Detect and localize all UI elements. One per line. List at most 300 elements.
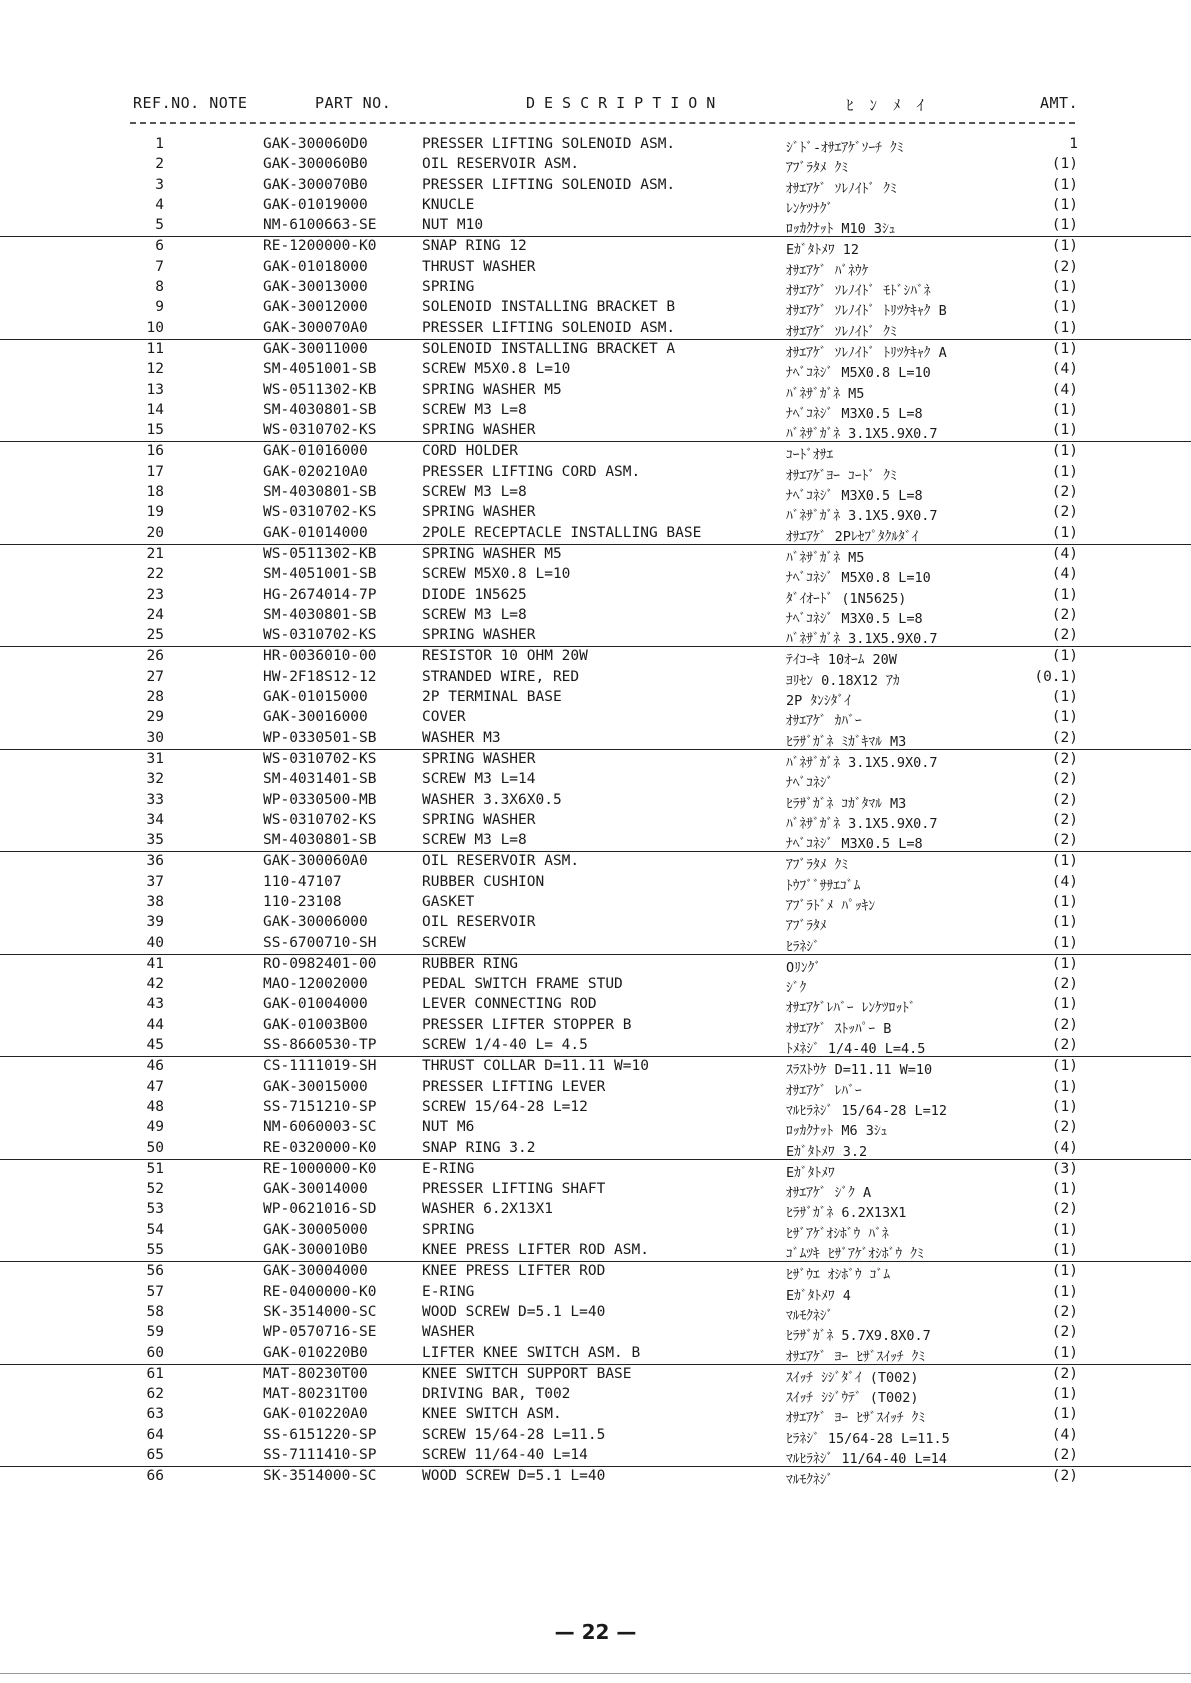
part-number: GAK-30016000 <box>263 709 368 726</box>
description: SPRING <box>422 1221 475 1238</box>
header-ref-note: REF.NO. NOTE <box>133 94 248 112</box>
description: STRANDED WIRE, RED <box>422 668 580 685</box>
part-number: GAK-01015000 <box>263 689 368 706</box>
hinmei: ﾅﾍﾞｺﾈｼﾞ <box>786 775 834 792</box>
amount: (1) <box>1051 586 1078 603</box>
table-row <box>0 463 1191 483</box>
description: SCREW M3 L=8 <box>422 832 527 849</box>
ref-number: 44 <box>146 1016 164 1033</box>
amount: (1) <box>1051 1344 1078 1361</box>
hinmei: ｵｻｴｱｹﾞ ｿﾚﾉｲﾄﾞ ﾓﾄﾞｼﾊﾞﾈ <box>786 283 931 300</box>
amount: (4) <box>1051 1139 1078 1156</box>
amount: (2) <box>1051 1201 1078 1218</box>
hinmei: ｼﾞﾄﾞ-ｵｻｴｱｹﾞｿｰﾁ ｸﾐ <box>786 140 904 156</box>
description: WASHER 3.3X6X0.5 <box>422 791 562 808</box>
amount: (1) <box>1051 1242 1078 1259</box>
ref-number: 46 <box>146 1058 164 1075</box>
ref-number: 66 <box>146 1468 164 1485</box>
part-number: GAK-300060D0 <box>263 136 368 152</box>
amount: (1) <box>1051 1263 1078 1280</box>
table-row <box>0 1303 1191 1323</box>
ref-number: 27 <box>146 668 164 685</box>
ref-number: 7 <box>155 258 164 275</box>
amount: (1) <box>1051 648 1078 665</box>
ref-number: 59 <box>146 1324 164 1341</box>
hinmei: ﾀﾞｲｵｰﾄﾞ (1N5625) <box>786 590 907 607</box>
description: KNEE SWITCH SUPPORT BASE <box>422 1365 632 1382</box>
part-number: WS-0310702-KS <box>263 811 377 828</box>
part-number: SM-4030801-SB <box>263 606 377 623</box>
ref-number: 13 <box>146 381 164 398</box>
header-description: DESCRIPTION <box>526 94 725 112</box>
part-number: SM-4030801-SB <box>263 832 377 849</box>
hinmei: ｵｻｴｱｹﾞ ﾊﾞﾈｳｹ <box>786 262 869 279</box>
table-row <box>0 340 1191 360</box>
hinmei: ｱﾌﾞﾗﾀﾒ <box>786 918 827 935</box>
ref-number: 6 <box>155 238 164 255</box>
table-row <box>0 1241 1191 1262</box>
hinmei: ﾏﾙﾋﾗﾈｼﾞ 15/64-28 L=12 <box>786 1102 948 1119</box>
amount: (2) <box>1051 791 1078 808</box>
hinmei: ﾊﾞﾈｻﾞｶﾞﾈ 3.1X5.9X0.7 <box>786 508 938 525</box>
description: SPRING <box>422 279 475 296</box>
description: SOLENOID INSTALLING BRACKET A <box>422 340 676 357</box>
table-row <box>0 647 1191 667</box>
hinmei: ﾅﾍﾞｺﾈｼﾞ M5X0.8 L=10 <box>786 570 931 587</box>
ref-number: 1 <box>155 136 164 152</box>
table-row <box>0 770 1191 790</box>
part-number: WS-0310702-KS <box>263 422 377 439</box>
hinmei: ﾋｻﾞｱｹﾞｵｼﾎﾞｳ ﾊﾞﾈ <box>786 1225 889 1242</box>
description: LIFTER KNEE SWITCH ASM. B <box>422 1344 641 1361</box>
ref-number: 31 <box>146 750 164 767</box>
amount: (4) <box>1051 361 1078 378</box>
amount: (2) <box>1051 811 1078 828</box>
header-hinmei: ﾋﾝﾒｲ <box>846 96 941 114</box>
amount: (1) <box>1051 319 1078 336</box>
part-number: GAK-30004000 <box>263 1263 368 1280</box>
part-number: HW-2F18S12-12 <box>263 668 377 685</box>
table-row <box>0 1385 1191 1405</box>
table-row <box>0 1098 1191 1118</box>
description: SPRING WASHER <box>422 422 536 439</box>
hinmei: ﾃｲｺｰｷ 10ｵｰﾑ 20W <box>786 652 897 669</box>
amount: (1) <box>1051 934 1078 951</box>
part-number: SM-4051001-SB <box>263 566 377 583</box>
hinmei: ﾋﾗｻﾞｶﾞﾈ ﾐｶﾞｷﾏﾙ M3 <box>786 733 907 750</box>
description: KNEE PRESS LIFTER ROD ASM. <box>422 1242 649 1259</box>
table-row <box>0 873 1191 893</box>
hinmei: ｵｻｴｱｹﾞ ﾖｰ ﾋｻﾞｽｲｯﾁ ｸﾐ <box>786 1410 926 1427</box>
table-row <box>0 811 1191 831</box>
part-number: WS-0310702-KS <box>263 504 377 521</box>
ref-number: 63 <box>146 1406 164 1423</box>
part-number: RE-1000000-K0 <box>263 1160 377 1177</box>
part-number: WS-0511302-KB <box>263 381 377 398</box>
ref-number: 23 <box>146 586 164 603</box>
description: WOOD SCREW D=5.1 L=40 <box>422 1303 606 1320</box>
description: WASHER M3 <box>422 729 501 746</box>
amount: (2) <box>1051 1468 1078 1485</box>
description: PRESSER LIFTING SOLENOID ASM. <box>422 136 676 152</box>
header-amount: AMT. <box>1040 94 1079 112</box>
part-number: GAK-300060B0 <box>263 156 368 173</box>
part-number: SS-7151210-SP <box>263 1098 377 1115</box>
part-number: GAK-01014000 <box>263 524 368 541</box>
hinmei: ﾋﾗｻﾞｶﾞﾈ 5.7X9.8X0.7 <box>786 1328 931 1345</box>
amount: (4) <box>1051 566 1078 583</box>
description: WASHER <box>422 1324 475 1341</box>
amount: (2) <box>1051 832 1078 849</box>
page-number: — 22 — <box>554 1620 637 1644</box>
amount: (1) <box>1051 1406 1078 1423</box>
amount: (2) <box>1051 1447 1078 1463</box>
description: DRIVING BAR, T002 <box>422 1386 571 1403</box>
hinmei: ｺｰﾄﾞｵｻｴ <box>786 447 834 464</box>
description: OIL RESERVOIR ASM. <box>422 853 580 870</box>
hinmei: ﾋﾗｻﾞｶﾞﾈ 6.2X13X1 <box>786 1205 907 1222</box>
amount: (1) <box>1051 156 1078 173</box>
description: SPRING WASHER <box>422 811 536 828</box>
part-number: SS-7111410-SP <box>263 1447 377 1463</box>
description: RUBBER RING <box>422 955 519 972</box>
ref-number: 22 <box>146 566 164 583</box>
amount: (2) <box>1051 1119 1078 1136</box>
table-row <box>0 1057 1191 1077</box>
table-row <box>0 483 1191 503</box>
amount: (2) <box>1051 1324 1078 1341</box>
ref-number: 10 <box>146 319 164 336</box>
description: SPRING WASHER <box>422 627 536 644</box>
ref-number: 52 <box>146 1181 164 1198</box>
table-row <box>0 1036 1191 1057</box>
table-row <box>0 708 1191 728</box>
ref-number: 16 <box>146 443 164 460</box>
hinmei: ﾛｯｶｸﾅｯﾄ M10 3ｼｭ <box>786 221 896 238</box>
hinmei: ｵｻｴｱｹﾞ ｿﾚﾉｲﾄﾞ ｸﾐ <box>786 323 897 340</box>
amount: (1) <box>1051 238 1078 255</box>
table-row <box>0 524 1191 545</box>
hinmei: ﾋﾗｻﾞｶﾞﾈ ｺｶﾞﾀﾏﾙ M3 <box>786 795 907 812</box>
hinmei: Eｶﾞﾀﾄﾒﾜ 4 <box>786 1287 851 1304</box>
description: SCREW 1/4-40 L= 4.5 <box>422 1037 588 1054</box>
hinmei: ﾊﾞﾈｻﾞｶﾞﾈ 3.1X5.9X0.7 <box>786 754 938 771</box>
ref-number: 4 <box>155 196 164 213</box>
part-number: SK-3514000-SC <box>263 1468 377 1485</box>
description: COVER <box>422 709 466 726</box>
table-row <box>0 1180 1191 1200</box>
part-number: HG-2674014-7P <box>263 586 377 603</box>
table-row <box>0 1139 1191 1160</box>
part-number: WS-0310702-KS <box>263 627 377 644</box>
description: SCREW M5X0.8 L=10 <box>422 361 571 378</box>
amount: (1) <box>1051 1078 1078 1095</box>
description: KNUCLE <box>422 196 475 213</box>
hinmei: ﾅﾍﾞｺﾈｼﾞ M3X0.5 L=8 <box>786 488 923 505</box>
part-number: SS-8660530-TP <box>263 1037 377 1054</box>
description: SPRING WASHER <box>422 504 536 521</box>
amount: (1) <box>1051 1283 1078 1300</box>
amount: (2) <box>1051 750 1078 767</box>
amount: (1) <box>1051 196 1078 213</box>
hinmei: ﾅﾍﾞｺﾈｼﾞ M3X0.5 L=8 <box>786 405 923 422</box>
ref-number: 58 <box>146 1303 164 1320</box>
ref-number: 34 <box>146 811 164 828</box>
hinmei: ﾊﾞﾈｻﾞｶﾞﾈ 3.1X5.9X0.7 <box>786 815 938 832</box>
part-number: SM-4051001-SB <box>263 361 377 378</box>
table-row <box>0 1446 1191 1467</box>
hinmei: ﾄﾒﾈｼﾞ 1/4-40 L=4.5 <box>786 1041 926 1058</box>
description: PRESSER LIFTING SOLENOID ASM. <box>422 176 676 193</box>
part-number: CS-1111019-SH <box>263 1058 377 1075</box>
part-number: GAK-300060A0 <box>263 853 368 870</box>
description: RUBBER CUSHION <box>422 873 545 890</box>
table-row <box>0 913 1191 933</box>
description: LEVER CONNECTING ROD <box>422 996 597 1013</box>
ref-number: 47 <box>146 1078 164 1095</box>
ref-number: 51 <box>146 1160 164 1177</box>
description: WASHER 6.2X13X1 <box>422 1201 553 1218</box>
description: SNAP RING 12 <box>422 238 527 255</box>
part-number: WS-0310702-KS <box>263 750 377 767</box>
table-row <box>0 606 1191 626</box>
table-row <box>0 1323 1191 1343</box>
part-number: MAT-80230T00 <box>263 1365 368 1382</box>
part-number: GAK-30013000 <box>263 279 368 296</box>
part-number: 110-23108 <box>263 893 342 910</box>
description: OIL RESERVOIR <box>422 914 536 931</box>
hinmei: Eｶﾞﾀﾄﾒﾜ 12 <box>786 242 860 259</box>
hinmei: ｵｻｴｱｹﾞ 2Pﾚｾﾌﾟﾀｸﾙﾀﾞｲ <box>786 528 919 545</box>
description: SCREW M3 L=14 <box>422 771 536 788</box>
table-row <box>0 1344 1191 1365</box>
description: RESISTOR 10 OHM 20W <box>422 648 588 665</box>
table-row <box>0 1262 1191 1282</box>
hinmei: ﾄｳﾌﾞﾞｻｻｴｺﾞﾑ <box>786 877 861 894</box>
hinmei: ﾋﾗﾈｼﾞ <box>786 938 820 955</box>
ref-number: 28 <box>146 689 164 706</box>
table-row <box>0 852 1191 872</box>
table-row <box>0 975 1191 995</box>
part-number: WP-0621016-SD <box>263 1201 377 1218</box>
hinmei: ﾅﾍﾞｺﾈｼﾞ M5X0.8 L=10 <box>786 365 931 382</box>
amount: (1) <box>1051 853 1078 870</box>
table-row <box>0 668 1191 688</box>
table-row <box>0 401 1191 421</box>
description: 2P TERMINAL BASE <box>422 689 562 706</box>
part-number: SK-3514000-SC <box>263 1303 377 1320</box>
amount: (4) <box>1051 381 1078 398</box>
description: DIODE 1N5625 <box>422 586 527 603</box>
table-row <box>0 381 1191 401</box>
ref-number: 21 <box>146 545 164 562</box>
amount: (2) <box>1051 771 1078 788</box>
amount: (1) <box>1051 217 1078 234</box>
hinmei: ﾖﾘｾﾝ 0.18X12 ｱｶ <box>786 672 900 689</box>
part-number: RE-0320000-K0 <box>263 1139 377 1156</box>
table-row <box>0 955 1191 975</box>
description: SOLENOID INSTALLING BRACKET B <box>422 299 676 316</box>
part-number: GAK-01019000 <box>263 196 368 213</box>
ref-number: 15 <box>146 422 164 439</box>
description: THRUST WASHER <box>422 258 536 275</box>
table-row <box>0 176 1191 196</box>
table-row <box>0 545 1191 565</box>
amount: (1) <box>1051 709 1078 726</box>
hinmei: ﾋｻﾞｳｴ ｵｼﾎﾞｳ ｺﾞﾑ <box>786 1267 891 1284</box>
table-row <box>0 1426 1191 1446</box>
hinmei: ﾏﾙﾓｸﾈｼﾞ <box>786 1472 834 1489</box>
description: SPRING WASHER M5 <box>422 381 562 398</box>
ref-number: 56 <box>146 1263 164 1280</box>
description: SNAP RING 3.2 <box>422 1139 536 1156</box>
hinmei: ﾅﾍﾞｺﾈｼﾞ M3X0.5 L=8 <box>786 836 923 853</box>
amount: (1) <box>1051 401 1078 418</box>
ref-number: 40 <box>146 934 164 951</box>
hinmei: ﾏﾙﾋﾗﾈｼﾞ 11/64-40 L=14 <box>786 1451 948 1467</box>
hinmei: ｵｻｴｱｹﾞ ｿﾚﾉｲﾄﾞ ｸﾐ <box>786 180 897 197</box>
ref-number: 3 <box>155 176 164 193</box>
table-row <box>0 1283 1191 1303</box>
hinmei: Eｶﾞﾀﾄﾒﾜ <box>786 1164 835 1181</box>
amount: (1) <box>1051 955 1078 972</box>
ref-number: 55 <box>146 1242 164 1259</box>
header-part-no: PART NO. <box>315 94 392 112</box>
part-number: GAK-01018000 <box>263 258 368 275</box>
ref-number: 18 <box>146 484 164 501</box>
part-number: GAK-30012000 <box>263 299 368 316</box>
description: PRESSER LIFTING SOLENOID ASM. <box>422 319 676 336</box>
part-number: RE-0400000-K0 <box>263 1283 377 1300</box>
hinmei: 2P ﾀﾝｼﾀﾞｲ <box>786 693 851 710</box>
part-number: GAK-010220B0 <box>263 1344 368 1361</box>
amount: (1) <box>1051 1058 1078 1075</box>
part-number: WS-0511302-KB <box>263 545 377 562</box>
table-row <box>0 442 1191 462</box>
table-row <box>0 237 1191 257</box>
part-number: RE-1200000-K0 <box>263 238 377 255</box>
part-number: GAK-300070B0 <box>263 176 368 193</box>
hinmei: ｱﾌﾞﾗﾀﾒ ｸﾐ <box>786 857 849 874</box>
hinmei: ｵｻｴｱｹﾞﾚﾊﾞｰ ﾚﾝｹﾂﾛｯﾄﾞ <box>786 1000 916 1017</box>
hinmei: ﾅﾍﾞｺﾈｼﾞ M3X0.5 L=8 <box>786 610 923 627</box>
amount: (1) <box>1051 463 1078 480</box>
amount: (2) <box>1051 1016 1078 1033</box>
description: CORD HOLDER <box>422 443 519 460</box>
part-number: WP-0570716-SE <box>263 1324 377 1341</box>
amount: (1) <box>1051 1181 1078 1198</box>
table-row <box>0 1221 1191 1241</box>
table-row <box>0 831 1191 852</box>
ref-number: 49 <box>146 1119 164 1136</box>
table-row <box>0 1365 1191 1385</box>
ref-number: 50 <box>146 1139 164 1156</box>
ref-number: 57 <box>146 1283 164 1300</box>
ref-number: 8 <box>155 279 164 296</box>
description: PRESSER LIFTING CORD ASM. <box>422 463 641 480</box>
amount: (1) <box>1051 443 1078 460</box>
hinmei: ｼﾞｸ <box>786 980 807 997</box>
ref-number: 25 <box>146 627 164 644</box>
hinmei: Oﾘﾝｸﾞ <box>786 959 822 976</box>
hinmei: ｽｲｯﾁ ｼｼﾞｳﾃﾞ (T002) <box>786 1390 919 1407</box>
description: PRESSER LIFTER STOPPER B <box>422 1016 632 1033</box>
hinmei: Eｶﾞﾀﾄﾒﾜ 3.2 <box>786 1143 868 1160</box>
amount: (1) <box>1051 176 1078 193</box>
ref-number: 45 <box>146 1037 164 1054</box>
hinmei: ｵｻｴｱｹﾞ ｽﾄｯﾊﾟｰ B <box>786 1020 892 1037</box>
table-row <box>0 319 1191 340</box>
description: THRUST COLLAR D=11.11 W=10 <box>422 1058 649 1075</box>
amount: (2) <box>1051 606 1078 623</box>
table-row <box>0 586 1191 606</box>
table-row <box>0 791 1191 811</box>
hinmei: ｵｻｴｱｹﾞ ﾖｰ ﾋｻﾞｽｲｯﾁ ｸﾐ <box>786 1348 926 1365</box>
amount: (2) <box>1051 1037 1078 1054</box>
ref-number: 41 <box>146 955 164 972</box>
ref-number: 48 <box>146 1098 164 1115</box>
part-number: SM-4030801-SB <box>263 484 377 501</box>
table-row <box>0 258 1191 278</box>
part-number: GAK-01004000 <box>263 996 368 1013</box>
table-row <box>0 360 1191 380</box>
description: PEDAL SWITCH FRAME STUD <box>422 976 623 993</box>
part-number: GAK-01003B00 <box>263 1016 368 1033</box>
hinmei: ﾊﾞﾈｻﾞｶﾞﾈ 3.1X5.9X0.7 <box>786 426 938 443</box>
ref-number: 20 <box>146 524 164 541</box>
part-number: SM-4030801-SB <box>263 401 377 418</box>
description: SCREW 15/64-28 L=11.5 <box>422 1426 606 1443</box>
description: SCREW 15/64-28 L=12 <box>422 1098 588 1115</box>
part-number: GAK-30006000 <box>263 914 368 931</box>
ref-number: 24 <box>146 606 164 623</box>
description: SPRING WASHER M5 <box>422 545 562 562</box>
part-number: GAK-300010B0 <box>263 1242 368 1259</box>
ref-number: 53 <box>146 1201 164 1218</box>
part-number: NM-6060003-SC <box>263 1119 377 1136</box>
description: SCREW M3 L=8 <box>422 484 527 501</box>
ref-number: 9 <box>155 299 164 316</box>
hinmei: ﾋﾗﾈｼﾞ 15/64-28 L=11.5 <box>786 1430 950 1447</box>
hinmei: ﾏﾙﾓｸﾈｼﾞ <box>786 1307 834 1324</box>
page-bottom-edge <box>0 1673 1191 1674</box>
part-number: GAK-01016000 <box>263 443 368 460</box>
description: NUT M10 <box>422 217 484 234</box>
hinmei: ｵｻｴｱｹﾞ ｿﾚﾉｲﾄﾞ ﾄﾘﾂｹｷｬｸ A <box>786 344 947 361</box>
hinmei: ﾊﾞﾈｻﾞｶﾞﾈ M5 <box>786 549 865 566</box>
ref-number: 14 <box>146 401 164 418</box>
ref-number: 60 <box>146 1344 164 1361</box>
part-number: GAK-30005000 <box>263 1221 368 1238</box>
ref-number: 37 <box>146 873 164 890</box>
table-row <box>0 1078 1191 1098</box>
table-row <box>0 688 1191 708</box>
hinmei: ｱﾌﾞﾗﾄﾞﾒ ﾊﾟｯｷﾝ <box>786 897 876 914</box>
amount: (1) <box>1051 299 1078 316</box>
ref-number: 17 <box>146 463 164 480</box>
description: OIL RESERVOIR ASM. <box>422 156 580 173</box>
amount: (4) <box>1051 873 1078 890</box>
amount: (4) <box>1051 545 1078 562</box>
table-row <box>0 626 1191 647</box>
ref-number: 11 <box>146 340 164 357</box>
amount: (2) <box>1051 504 1078 521</box>
table-row <box>0 298 1191 318</box>
description: GASKET <box>422 893 475 910</box>
ref-number: 5 <box>155 217 164 234</box>
ref-number: 62 <box>146 1386 164 1403</box>
table-row <box>0 565 1191 585</box>
